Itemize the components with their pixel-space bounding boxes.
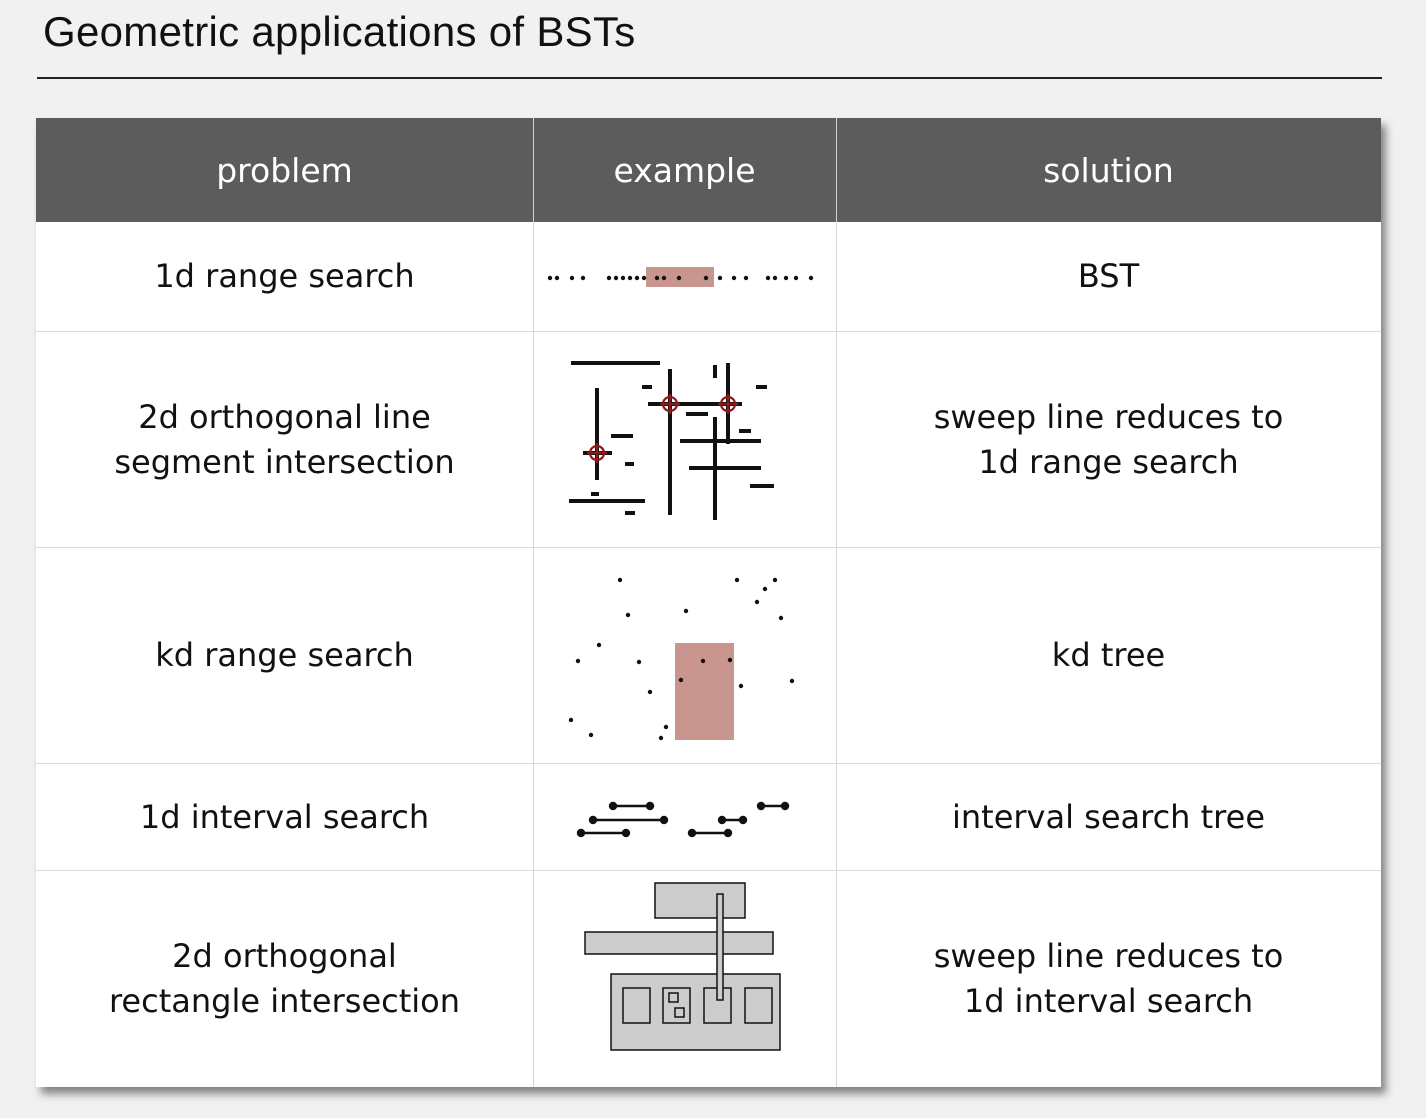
applications-table (36, 118, 1381, 1087)
problem-text: 1d range search (154, 257, 415, 295)
problem-text: 2d orthogonal line (138, 397, 431, 436)
solution-cell (836, 764, 1381, 870)
problem-cell (36, 871, 533, 1087)
problem-cell (36, 764, 533, 870)
solution-cell (836, 871, 1381, 1087)
solution-text: BST (1077, 257, 1140, 295)
title-rule (37, 77, 1382, 79)
solution-text: 1d range search (978, 442, 1239, 481)
problem-text: 2d orthogonal (172, 937, 397, 975)
solution-text: sweep line reduces to (933, 937, 1284, 975)
solution-cell (836, 548, 1381, 763)
header-problem: problem (216, 150, 353, 190)
1d-range-search-diagram (534, 223, 835, 330)
line-segment-intersection-diagram (534, 332, 835, 547)
solution-cell (836, 222, 1381, 331)
header-example: example (613, 150, 756, 190)
solution-text: 1d interval search (963, 982, 1254, 1020)
page-title: Geometric applications of BSTs (43, 8, 636, 55)
problem-cell (36, 332, 533, 547)
problem-text: 1d interval search (139, 797, 430, 836)
header-solution: solution (1043, 150, 1174, 190)
kd-range-search-diagram (534, 548, 835, 763)
problem-cell (36, 548, 533, 763)
solution-text: sweep line reduces to (933, 397, 1284, 436)
problem-text: segment intersection (114, 442, 455, 481)
solution-text: interval search tree (951, 797, 1265, 836)
solution-text: kd tree (1051, 636, 1166, 674)
table-header (36, 118, 1381, 222)
problem-cell (36, 222, 533, 331)
rectangle-intersection-diagram (534, 871, 835, 1087)
solution-cell (836, 332, 1381, 547)
problem-text: rectangle intersection (108, 982, 461, 1020)
problem-text: kd range search (155, 636, 414, 674)
interval-search-diagram (534, 764, 835, 870)
